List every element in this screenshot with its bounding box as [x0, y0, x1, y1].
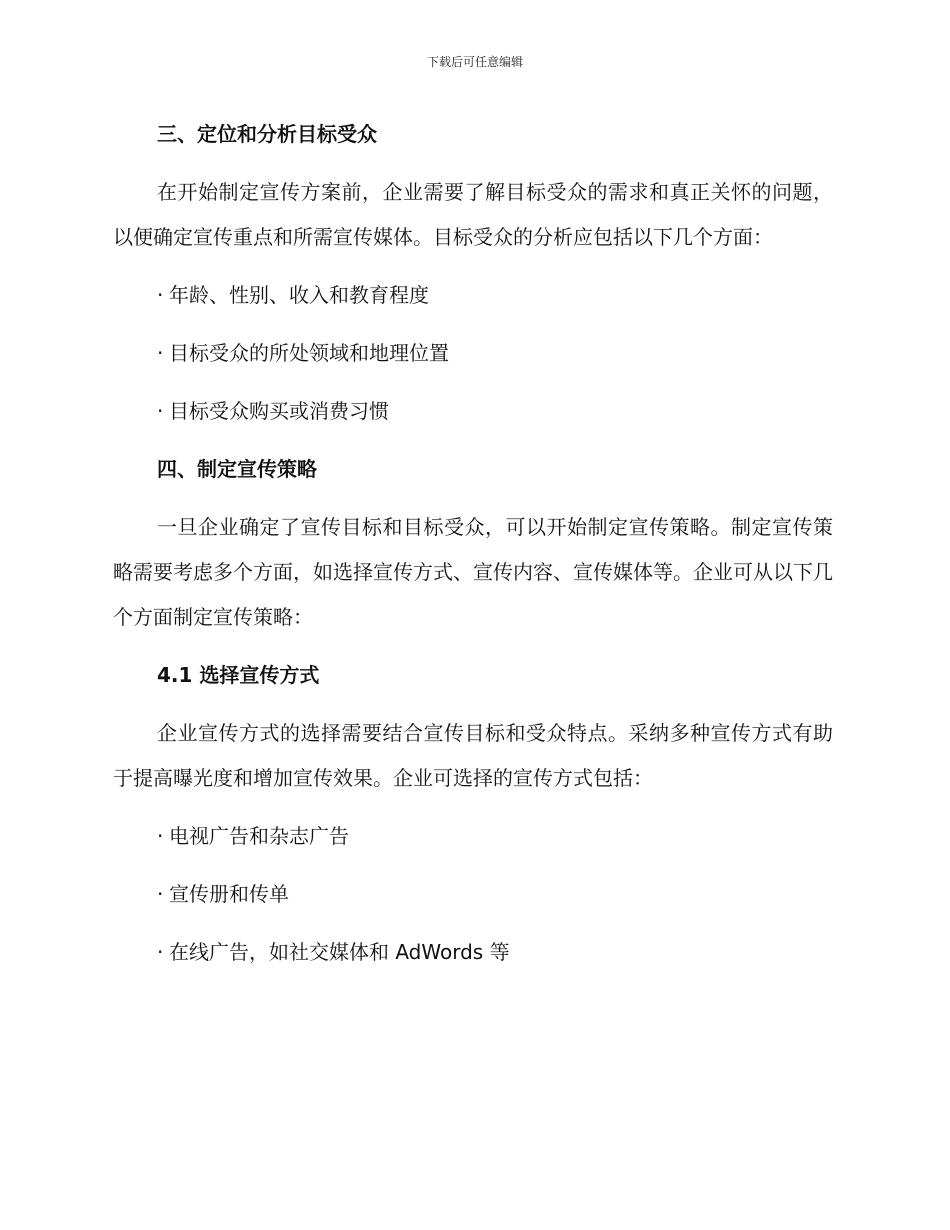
list-item [113, 331, 833, 376]
section-paragraph-4: 一旦企业确定了宣传目标和目标受众，可以开始制定宣传策略。制定宣传策略需要考虑多个方面，如选择宣传方式、宣传内容、宣传媒体等。企业可从以下几个方面制定宣传策略： [113, 515, 833, 629]
section-paragraph-3: 在开始制定宣传方案前，企业需要了解目标受众的需求和真正关怀的问题，以便确定宣传重点和所需宣传媒体。目标受众的分析应包括以下几个方面： [113, 180, 833, 249]
page-header: 下载后可任意编辑 [426, 55, 523, 69]
bullet-dot: · [157, 882, 164, 906]
subsection-paragraph-4-1: 企业宣传方式的选择需要结合宣传目标和受众特点。采纳多种宣传方式有助于提高曝光度和增加宣传效果。企业可选择的宣传方式包括： [113, 721, 833, 790]
bullet-dot: · [157, 341, 164, 365]
list-item-text: 在线广告，如社交媒体和 AdWords 等 [169, 940, 510, 964]
list-item-text: 年龄、性别、收入和教育程度 [169, 283, 429, 307]
section-heading-3: 三、定位和分析目标受众 [157, 122, 377, 146]
section-heading-4: 四、制定宣传策略 [157, 457, 317, 481]
list-item [113, 273, 833, 318]
bullet-dot: · [157, 940, 164, 964]
list-item [113, 389, 833, 434]
list-item-text: 目标受众的所处领域和地理位置 [169, 341, 449, 365]
list-item-text: 目标受众购买或消费习惯 [169, 399, 389, 423]
list-item [113, 872, 833, 917]
list-item [113, 814, 833, 859]
bullet-dot: · [157, 824, 164, 848]
list-item-text: 电视广告和杂志广告 [169, 824, 349, 848]
list-item [113, 930, 833, 975]
bullet-dot: · [157, 283, 164, 307]
document-body [113, 112, 833, 988]
list-item-text: 宣传册和传单 [169, 882, 289, 906]
bullet-dot: · [157, 399, 164, 423]
subsection-heading-4-1: 4.1 选择宣传方式 [157, 663, 320, 687]
